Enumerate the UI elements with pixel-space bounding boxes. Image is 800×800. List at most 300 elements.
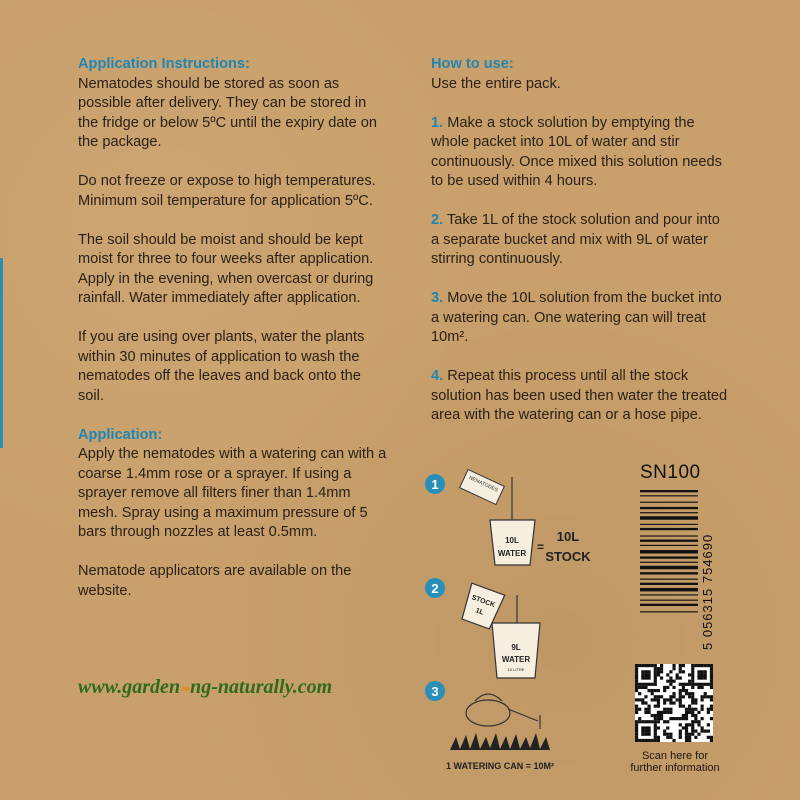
qr-module bbox=[654, 695, 657, 698]
barcode-bar bbox=[640, 594, 698, 595]
qr-module bbox=[654, 717, 657, 720]
barcode-bar bbox=[640, 562, 698, 563]
barcode-bar bbox=[640, 556, 698, 558]
qr-module bbox=[679, 667, 682, 670]
qr-module bbox=[697, 676, 700, 679]
qr-module bbox=[701, 705, 704, 708]
qr-module bbox=[679, 705, 682, 708]
qr-module bbox=[647, 670, 650, 673]
qr-module bbox=[635, 739, 638, 742]
how-to-intro: Use the entire pack. bbox=[431, 75, 561, 92]
qr-module bbox=[644, 670, 647, 673]
qr-module bbox=[685, 739, 688, 742]
qr-module bbox=[638, 717, 641, 720]
qr-module bbox=[654, 676, 657, 679]
scan-caption bbox=[612, 750, 738, 774]
qr-module bbox=[679, 676, 682, 679]
qr-module bbox=[679, 670, 682, 673]
qr-module bbox=[644, 686, 647, 689]
qr-module bbox=[672, 717, 675, 720]
qr-module bbox=[707, 711, 710, 714]
qr-module bbox=[691, 680, 694, 683]
website-part-2: ng-naturally.com bbox=[190, 676, 333, 698]
barcode-bar bbox=[640, 490, 698, 492]
qr-module bbox=[666, 736, 669, 739]
qr-module bbox=[688, 733, 691, 736]
qr-module bbox=[682, 689, 685, 692]
qr-module bbox=[704, 664, 707, 667]
qr-module bbox=[654, 739, 657, 742]
qr-module bbox=[635, 683, 638, 686]
qr-module bbox=[644, 720, 647, 723]
qr-module bbox=[701, 676, 704, 679]
qr-module bbox=[635, 736, 638, 739]
qr-module bbox=[638, 720, 641, 723]
qr-module bbox=[663, 720, 666, 723]
qr-module bbox=[685, 689, 688, 692]
qr-module bbox=[635, 733, 638, 736]
step-text: Repeat this process until all the stock solution has been used then water the treated area with the watering can or a hose pipe. bbox=[431, 368, 728, 423]
qr-module bbox=[651, 683, 654, 686]
qr-module bbox=[672, 692, 675, 695]
qr-module bbox=[672, 701, 675, 704]
step-4 bbox=[431, 367, 731, 426]
qr-module bbox=[710, 708, 713, 711]
qr-module bbox=[644, 733, 647, 736]
qr-module bbox=[707, 730, 710, 733]
qr-module bbox=[644, 730, 647, 733]
qr-module bbox=[647, 689, 650, 692]
qr-module bbox=[701, 717, 704, 720]
qr-module bbox=[685, 708, 688, 711]
step-1-illustration bbox=[425, 469, 591, 565]
qr-module bbox=[691, 686, 694, 689]
usage-diagram bbox=[420, 465, 620, 785]
qr-module bbox=[707, 736, 710, 739]
barcode-bar bbox=[640, 566, 698, 569]
qr-module bbox=[666, 708, 669, 711]
qr-module bbox=[688, 736, 691, 739]
qr-module bbox=[688, 705, 691, 708]
qr-module bbox=[685, 723, 688, 726]
qr-module bbox=[644, 676, 647, 679]
step-text: Make a stock solution by emptying the whole packet into 10L of water and stir continuously. Once mixed this solution needs to be used within 4 hours. bbox=[431, 114, 722, 189]
step-text: Move the 10L solution from the bucket into a watering can. One watering can will treat 10m². bbox=[431, 290, 722, 345]
qr-module bbox=[660, 714, 663, 717]
qr-module bbox=[635, 720, 638, 723]
qr-module bbox=[701, 708, 704, 711]
step-number: 3. bbox=[431, 290, 444, 306]
qr-module bbox=[710, 667, 713, 670]
qr-module bbox=[654, 680, 657, 683]
qr-module bbox=[635, 673, 638, 676]
qr-module bbox=[685, 736, 688, 739]
qr-module bbox=[707, 723, 710, 726]
qr-module bbox=[644, 664, 647, 667]
qr-module bbox=[694, 720, 697, 723]
qr-module bbox=[691, 711, 694, 714]
edge-accent-strip bbox=[0, 258, 3, 448]
qr-module bbox=[672, 739, 675, 742]
qr-module bbox=[647, 733, 650, 736]
soil-moisture-paragraph: The soil should be moist and should be kept moist for three to four weeks after application. Apply in the evening, when overcast or during rainfall. Water immediately after application. bbox=[78, 231, 374, 306]
qr-module bbox=[710, 673, 713, 676]
qr-module bbox=[641, 686, 644, 689]
qr-module bbox=[688, 708, 691, 711]
qr-module bbox=[701, 730, 704, 733]
left-column bbox=[78, 55, 388, 621]
qr-module bbox=[663, 730, 666, 733]
qr-module bbox=[669, 670, 672, 673]
qr-module bbox=[691, 730, 694, 733]
jug-label-line-1: STOCK bbox=[470, 594, 496, 610]
qr-module bbox=[669, 736, 672, 739]
qr-module bbox=[694, 708, 697, 711]
qr-module bbox=[669, 733, 672, 736]
qr-module bbox=[641, 739, 644, 742]
qr-module bbox=[635, 705, 638, 708]
scan-caption-line-2: further information bbox=[630, 762, 720, 774]
qr-module bbox=[685, 714, 688, 717]
step-badge-1-number: 1 bbox=[431, 477, 439, 492]
temperature-paragraph: Do not freeze or expose to high temperatures. Minimum soil temperature for application 5ºC. bbox=[78, 173, 376, 209]
qr-module bbox=[682, 670, 685, 673]
qr-module bbox=[691, 673, 694, 676]
qr-module bbox=[644, 673, 647, 676]
qr-module bbox=[691, 676, 694, 679]
qr-module bbox=[635, 730, 638, 733]
qr-module bbox=[666, 711, 669, 714]
qr-module bbox=[638, 692, 641, 695]
step-3-illustration bbox=[425, 681, 554, 771]
qr-module bbox=[647, 739, 650, 742]
qr-module bbox=[666, 680, 669, 683]
qr-module bbox=[663, 686, 666, 689]
barcode-bar bbox=[640, 535, 698, 536]
qr-module bbox=[663, 733, 666, 736]
qr-module bbox=[710, 670, 713, 673]
right-column bbox=[431, 55, 731, 445]
qr-module bbox=[704, 676, 707, 679]
qr-module bbox=[685, 730, 688, 733]
qr-module bbox=[682, 686, 685, 689]
bucket-9l-sublabel: 10 LITRE bbox=[507, 667, 525, 672]
jug-label-line-2: 1L bbox=[474, 607, 485, 617]
qr-module bbox=[660, 711, 663, 714]
qr-module bbox=[701, 726, 704, 729]
barcode-bar bbox=[640, 588, 698, 591]
qr-module bbox=[679, 695, 682, 698]
qr-module bbox=[710, 717, 713, 720]
application-paragraph: Apply the nematodes with a watering can with a coarse 1.4mm rose or a sprayer. If using a sprayer remove all filters finer than 1.4mm mesh. Spray using a maximum pressure of 5 bars through nozzles at least 0.5mm. bbox=[78, 446, 387, 540]
qr-module bbox=[679, 689, 682, 692]
qr-module bbox=[691, 723, 694, 726]
qr-module bbox=[663, 689, 666, 692]
qr-module bbox=[660, 664, 663, 667]
qr-module bbox=[663, 711, 666, 714]
qr-module bbox=[666, 726, 669, 729]
qr-module bbox=[669, 711, 672, 714]
qr-module bbox=[669, 676, 672, 679]
storage-paragraph: Nematodes should be stored as soon as possible after delivery. They can be stored in the fridge or below 5ºC until the expiry date on the package. bbox=[78, 75, 378, 150]
qr-module bbox=[654, 664, 657, 667]
qr-module bbox=[710, 695, 713, 698]
step-number: 1. bbox=[431, 114, 444, 131]
qr-module bbox=[672, 664, 675, 667]
qr-module bbox=[663, 698, 666, 701]
qr-module bbox=[694, 683, 697, 686]
qr-module bbox=[682, 714, 685, 717]
qr-module bbox=[651, 720, 654, 723]
qr-module bbox=[647, 664, 650, 667]
qr-module bbox=[654, 698, 657, 701]
barcode-bar bbox=[640, 611, 698, 612]
product-sku: SN100 bbox=[640, 462, 701, 483]
qr-module bbox=[654, 726, 657, 729]
qr-module bbox=[691, 683, 694, 686]
qr-module bbox=[651, 739, 654, 742]
barcode-bar bbox=[640, 600, 698, 601]
qr-module bbox=[694, 701, 697, 704]
barcode-bar bbox=[640, 545, 698, 546]
qr-module bbox=[644, 711, 647, 714]
qr-module bbox=[657, 705, 660, 708]
qr-module bbox=[710, 698, 713, 701]
qr-module bbox=[676, 676, 679, 679]
qr-module bbox=[697, 723, 700, 726]
bucket-9l-volume: 9L bbox=[511, 643, 521, 652]
qr-module bbox=[704, 683, 707, 686]
applicators-paragraph: Nematode applicators are available on the website. bbox=[78, 563, 352, 599]
qr-module bbox=[688, 683, 691, 686]
qr-module bbox=[691, 698, 694, 701]
qr-module bbox=[694, 717, 697, 720]
stock-label: STOCK bbox=[545, 549, 591, 564]
qr-module bbox=[657, 720, 660, 723]
qr-module bbox=[682, 683, 685, 686]
qr-module bbox=[654, 705, 657, 708]
qr-code[interactable] bbox=[635, 664, 713, 742]
barcode-bar bbox=[640, 540, 698, 542]
qr-module bbox=[657, 673, 660, 676]
qr-module bbox=[672, 695, 675, 698]
qr-module bbox=[666, 698, 669, 701]
qr-module bbox=[641, 683, 644, 686]
barcode-bar bbox=[640, 524, 698, 525]
qr-module bbox=[704, 673, 707, 676]
qr-module bbox=[635, 711, 638, 714]
qr-module bbox=[688, 692, 691, 695]
qr-module bbox=[654, 667, 657, 670]
step-2-illustration bbox=[425, 578, 540, 678]
step-text: Take 1L of the stock solution and pour into a separate bucket and mix with 9L of water stirring continuously. bbox=[431, 212, 720, 267]
qr-module bbox=[669, 708, 672, 711]
nematode-packet bbox=[460, 469, 505, 504]
qr-module bbox=[647, 676, 650, 679]
qr-module bbox=[638, 708, 641, 711]
qr-module bbox=[654, 723, 657, 726]
scan-caption-line-1: Scan here for bbox=[641, 750, 709, 762]
step-3 bbox=[431, 289, 731, 348]
bucket-9l-label: WATER bbox=[501, 655, 531, 664]
website-part-1: www.garden bbox=[78, 676, 181, 698]
qr-module bbox=[638, 698, 641, 701]
qr-module bbox=[654, 720, 657, 723]
qr-module bbox=[644, 701, 647, 704]
qr-module bbox=[691, 714, 694, 717]
qr-module bbox=[688, 695, 691, 698]
qr-module bbox=[688, 711, 691, 714]
barcode-bar bbox=[640, 579, 698, 580]
qr-module bbox=[704, 730, 707, 733]
over-plants-paragraph: If you are using over plants, water the plants within 30 minutes of application to wash the nematodes off the leaves and back onto the soil. bbox=[78, 329, 365, 404]
qr-module bbox=[657, 689, 660, 692]
qr-module bbox=[654, 673, 657, 676]
qr-module bbox=[697, 670, 700, 673]
qr-module bbox=[644, 739, 647, 742]
qr-module bbox=[694, 730, 697, 733]
step-badge-2-number: 2 bbox=[431, 581, 439, 596]
barcode-bar bbox=[640, 495, 698, 496]
qr-module bbox=[647, 683, 650, 686]
qr-module bbox=[641, 664, 644, 667]
qr-module bbox=[669, 683, 672, 686]
bucket-10l-volume: 10L bbox=[505, 536, 519, 545]
qr-module bbox=[710, 680, 713, 683]
qr-module bbox=[704, 670, 707, 673]
qr-module bbox=[679, 698, 682, 701]
qr-module bbox=[644, 683, 647, 686]
qr-module bbox=[635, 670, 638, 673]
qr-module bbox=[701, 698, 704, 701]
qr-module bbox=[691, 692, 694, 695]
barcode-bar bbox=[640, 507, 698, 509]
qr-module bbox=[710, 705, 713, 708]
qr-module bbox=[688, 673, 691, 676]
qr-module bbox=[685, 726, 688, 729]
qr-module bbox=[685, 717, 688, 720]
qr-module bbox=[710, 664, 713, 667]
qr-module bbox=[638, 686, 641, 689]
qr-module bbox=[691, 708, 694, 711]
qr-module bbox=[707, 708, 710, 711]
qr-module bbox=[647, 720, 650, 723]
qr-module bbox=[638, 683, 641, 686]
qr-module bbox=[660, 670, 663, 673]
barcode-bar bbox=[640, 512, 698, 513]
watering-can-caption: 1 WATERING CAN = 10M² bbox=[445, 761, 555, 771]
qr-module bbox=[710, 686, 713, 689]
qr-module bbox=[688, 739, 691, 742]
steps-list bbox=[431, 114, 731, 426]
barcode-bar bbox=[640, 604, 698, 606]
qr-module bbox=[679, 730, 682, 733]
qr-module bbox=[679, 683, 682, 686]
step-1 bbox=[431, 114, 731, 192]
qr-module bbox=[691, 733, 694, 736]
qr-module bbox=[679, 723, 682, 726]
qr-module bbox=[679, 736, 682, 739]
qr-module bbox=[635, 686, 638, 689]
qr-module bbox=[660, 667, 663, 670]
qr-module bbox=[701, 686, 704, 689]
qr-module bbox=[701, 695, 704, 698]
qr-module bbox=[638, 664, 641, 667]
qr-module bbox=[651, 664, 654, 667]
qr-module bbox=[666, 720, 669, 723]
qr-module bbox=[654, 730, 657, 733]
qr-module bbox=[663, 708, 666, 711]
packet-label: NEMATODES bbox=[467, 474, 499, 494]
qr-module bbox=[657, 695, 660, 698]
qr-module bbox=[657, 670, 660, 673]
qr-module bbox=[694, 736, 697, 739]
qr-module bbox=[651, 692, 654, 695]
qr-module bbox=[710, 683, 713, 686]
qr-module bbox=[697, 673, 700, 676]
qr-module bbox=[707, 683, 710, 686]
website-url[interactable] bbox=[78, 676, 332, 699]
qr-module bbox=[688, 680, 691, 683]
qr-module bbox=[669, 698, 672, 701]
qr-module bbox=[641, 698, 644, 701]
qr-module bbox=[635, 689, 638, 692]
qr-module bbox=[647, 730, 650, 733]
qr-module bbox=[654, 689, 657, 692]
qr-module bbox=[657, 714, 660, 717]
qr-module bbox=[672, 686, 675, 689]
qr-module bbox=[672, 680, 675, 683]
qr-module bbox=[641, 670, 644, 673]
qr-module bbox=[701, 673, 704, 676]
application-instructions-heading: Application Instructions: bbox=[78, 56, 250, 72]
qr-module bbox=[635, 676, 638, 679]
qr-module bbox=[647, 708, 650, 711]
qr-module bbox=[654, 683, 657, 686]
stock-volume: 10L bbox=[556, 529, 580, 544]
qr-module bbox=[679, 733, 682, 736]
qr-module bbox=[691, 667, 694, 670]
qr-module bbox=[654, 714, 657, 717]
qr-module bbox=[676, 717, 679, 720]
barcode-bar bbox=[640, 516, 698, 519]
qr-module bbox=[682, 664, 685, 667]
qr-module bbox=[635, 708, 638, 711]
application-heading: Application: bbox=[78, 426, 163, 443]
how-to-use-heading: How to use: bbox=[431, 56, 514, 72]
barcode-bar bbox=[640, 572, 698, 574]
qr-module bbox=[651, 714, 654, 717]
qr-module bbox=[666, 673, 669, 676]
qr-module bbox=[679, 717, 682, 720]
qr-module bbox=[685, 683, 688, 686]
qr-module bbox=[641, 720, 644, 723]
qr-module bbox=[657, 717, 660, 720]
qr-module bbox=[641, 726, 644, 729]
qr-module bbox=[644, 726, 647, 729]
qr-module bbox=[682, 726, 685, 729]
qr-module bbox=[635, 698, 638, 701]
qr-module bbox=[647, 705, 650, 708]
qr-module bbox=[679, 701, 682, 704]
qr-module bbox=[694, 714, 697, 717]
qr-module bbox=[676, 673, 679, 676]
qr-module bbox=[641, 701, 644, 704]
qr-module bbox=[710, 739, 713, 742]
qr-module bbox=[644, 695, 647, 698]
qr-module bbox=[660, 717, 663, 720]
qr-module bbox=[651, 698, 654, 701]
